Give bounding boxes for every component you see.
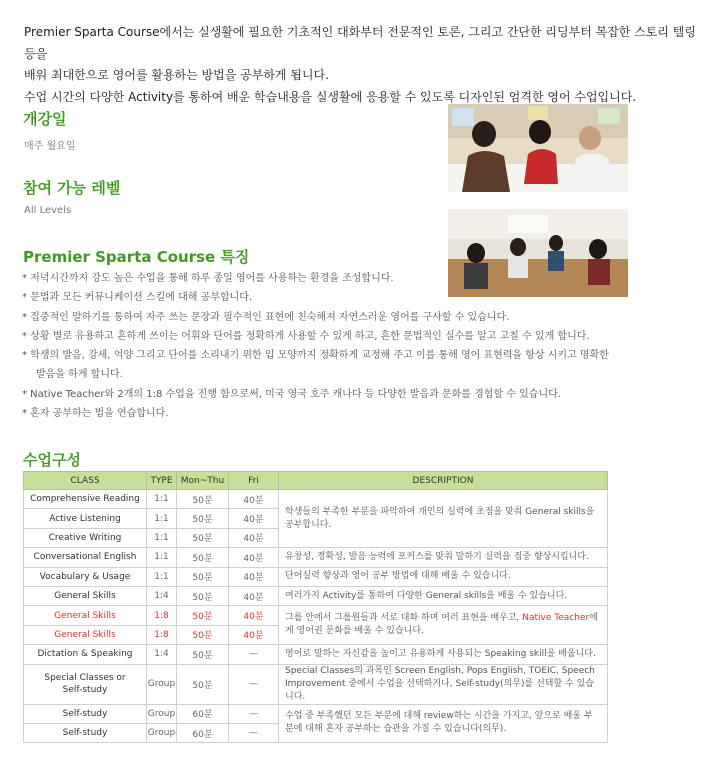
table-row xyxy=(24,548,608,567)
type-cell: Group xyxy=(147,664,177,704)
mon-thu-cell: 50분 xyxy=(177,528,229,547)
feature-item: * 학생의 발음, 강세, 억양 그리고 단어를 소리내기 위한 입 모양까지 정확하게 교정해 주고 이를 통해 영어 표현력을 항상 시키고 명확한 xyxy=(22,350,609,362)
type-cell: 1:4 xyxy=(147,586,177,605)
class-cell xyxy=(24,664,147,704)
class-cell: Comprehensive Reading xyxy=(24,490,147,509)
feature-item: 발음을 하게 합니다. xyxy=(36,369,123,381)
table-row xyxy=(24,490,608,509)
class-line: Self-study xyxy=(62,685,108,696)
fri-cell: 40분 xyxy=(229,606,279,625)
description-cell: Special Classes의 과목인 Screen English, Pops English, TOEIC, Speech Improvement 중에서 수업을 선택하거나, Self-study(의무)를 선택할 수 있습니다. xyxy=(279,664,608,704)
class-cell: General Skills xyxy=(24,625,147,644)
col-header-fri: Fri xyxy=(229,472,279,490)
mon-thu-cell: 50분 xyxy=(177,606,229,625)
type-cell: 1:1 xyxy=(147,490,177,509)
fri-cell: — xyxy=(229,723,279,742)
type-cell: Group xyxy=(147,723,177,742)
class-line: Special Classes or xyxy=(44,673,126,684)
classroom-photo xyxy=(448,104,628,192)
class-cell: Self-study xyxy=(24,704,147,723)
type-cell: Group xyxy=(147,704,177,723)
table-row xyxy=(24,704,608,723)
type-cell: 1:8 xyxy=(147,625,177,644)
intro-line: 수업 시간의 다양한 Activity를 통하여 배운 학습내용을 실생활에 응용할 수 있도록 디자인된 엄격한 영어 수업입니다. xyxy=(24,89,637,104)
table-header-row xyxy=(24,472,608,490)
description-cell xyxy=(279,606,608,645)
fri-cell: 40분 xyxy=(229,548,279,567)
fri-cell: 40분 xyxy=(229,625,279,644)
fri-cell: — xyxy=(229,704,279,723)
class-cell: Dictation & Speaking xyxy=(24,645,147,664)
description-text: 그룹 안에서 그룹원들과 서로 대화 하며 여러 표현을 배우고, xyxy=(285,613,523,624)
type-cell: 1:1 xyxy=(147,528,177,547)
study-hall-photo xyxy=(448,209,628,297)
level-heading: 참여 가능 레벨 xyxy=(23,179,121,197)
intro-text xyxy=(24,22,704,108)
class-cell: Conversational English xyxy=(24,548,147,567)
class-cell: Creative Writing xyxy=(24,528,147,547)
class-cell: Self-study xyxy=(24,723,147,742)
fri-cell: — xyxy=(229,645,279,664)
table-row xyxy=(24,664,608,704)
table-row xyxy=(24,567,608,586)
col-header-mon-thu: Mon~Thu xyxy=(177,472,229,490)
table-row xyxy=(24,645,608,664)
class-cell: General Skills xyxy=(24,586,147,605)
fri-cell: 40분 xyxy=(229,567,279,586)
feature-item: * 혼자 공부하는 법을 연습합니다. xyxy=(22,408,169,420)
feature-item: * 저녁시간까지 강도 높은 수업을 통해 하루 종일 영어를 사용하는 환경을 조성합니다. xyxy=(22,273,394,284)
native-teacher-highlight: Native Teacher xyxy=(522,613,590,624)
fri-cell: 40분 xyxy=(229,586,279,605)
description-cell: 수업 중 부족했던 모든 부분에 대해 review하는 시간을 가지고, 앞으로 배울 부분에 대해 혼자 공부하는 습관을 가질 수 있습니다(의무). xyxy=(279,704,608,743)
mon-thu-cell: 60분 xyxy=(177,704,229,723)
fri-cell: 40분 xyxy=(229,490,279,509)
col-header-class: CLASS xyxy=(24,472,147,490)
mon-thu-cell: 50분 xyxy=(177,645,229,664)
col-header-description: DESCRIPTION xyxy=(279,472,608,490)
description-cell: 유창성, 정확성, 발음 능력에 포커스를 맞춰 말하기 실력을 집중 향상시킵니다. xyxy=(279,548,608,567)
table-row xyxy=(24,586,608,605)
table-row xyxy=(24,606,608,625)
mon-thu-cell: 50분 xyxy=(177,567,229,586)
type-cell: 1:1 xyxy=(147,548,177,567)
fri-cell: 40분 xyxy=(229,509,279,528)
mon-thu-cell: 60분 xyxy=(177,723,229,742)
col-header-type: TYPE xyxy=(147,472,177,490)
type-cell: 1:1 xyxy=(147,509,177,528)
mon-thu-cell: 50분 xyxy=(177,586,229,605)
curriculum-table xyxy=(23,471,608,743)
start-value: 매주 월요일 xyxy=(24,141,76,152)
level-value: All Levels xyxy=(24,205,72,216)
description-text: 에게 영어권 문화를 배울 수 있습니다. xyxy=(285,613,598,637)
mon-thu-cell: 50분 xyxy=(177,625,229,644)
feature-item: * 문법과 모든 커뮤니케이션 스킬에 대해 공부합니다. xyxy=(22,292,253,304)
fri-cell: — xyxy=(229,664,279,704)
mon-thu-cell: 50분 xyxy=(177,548,229,567)
fri-cell: 40분 xyxy=(229,528,279,547)
intro-line: 배워 최대한으로 영어를 활용하는 방법을 공부하게 됩니다. xyxy=(24,68,329,82)
start-heading: 개강일 xyxy=(23,110,67,128)
feature-item: * 상황 별로 유용하고 흔하게 쓰이는 어휘와 단어를 정확하게 사용할 수 있게 하고, 흔한 문법적인 실수를 알고 고칠 수 있게 합니다. xyxy=(22,330,590,342)
type-cell: 1:1 xyxy=(147,567,177,586)
mon-thu-cell: 50분 xyxy=(177,664,229,704)
feature-item: * 집중적인 말하기를 통하여 자주 쓰는 문장과 필수적인 표현에 친숙해져 자연스러운 영어를 구사할 수 있습니다. xyxy=(22,311,510,323)
description-cell: 학생들의 부족한 부분을 파악하여 개인의 실력에 초점을 맞춰 General skills을 공부합니다. xyxy=(279,490,608,548)
intro-line: Premier Sparta Course에서는 실생활에 필요한 기초적인 대화부터 전문적인 토론, 그리고 간단한 리딩부터 복잡한 스토리 텔링 등을 xyxy=(24,25,696,61)
description-cell: 단어실력 향상과 영어 공부 방법에 대해 배울 수 있습니다. xyxy=(279,567,608,586)
mon-thu-cell: 50분 xyxy=(177,490,229,509)
class-cell: Active Listening xyxy=(24,509,147,528)
type-cell: 1:8 xyxy=(147,606,177,625)
mon-thu-cell: 50분 xyxy=(177,509,229,528)
class-cell: General Skills xyxy=(24,606,147,625)
description-cell: 영어로 말하는 자신감을 높이고 유용하게 사용되는 Speaking skill을 배웁니다. xyxy=(279,645,608,664)
class-cell: Vocabulary & Usage xyxy=(24,567,147,586)
curriculum-heading: 수업구성 xyxy=(23,451,81,469)
description-cell: 여러가지 Activity를 통하여 다양한 General skills을 배울 수 있습니다. xyxy=(279,586,608,605)
feature-item: * Native Teacher와 2개의 1:8 수업을 진행 함으로써, 미국 영국 호주 캐나다 등 다양한 발음과 문화를 경험할 수 있습니다. xyxy=(22,388,561,400)
type-cell: 1:4 xyxy=(147,645,177,664)
features-list xyxy=(22,269,609,423)
features-heading: Premier Sparta Course 특징 xyxy=(23,248,250,266)
